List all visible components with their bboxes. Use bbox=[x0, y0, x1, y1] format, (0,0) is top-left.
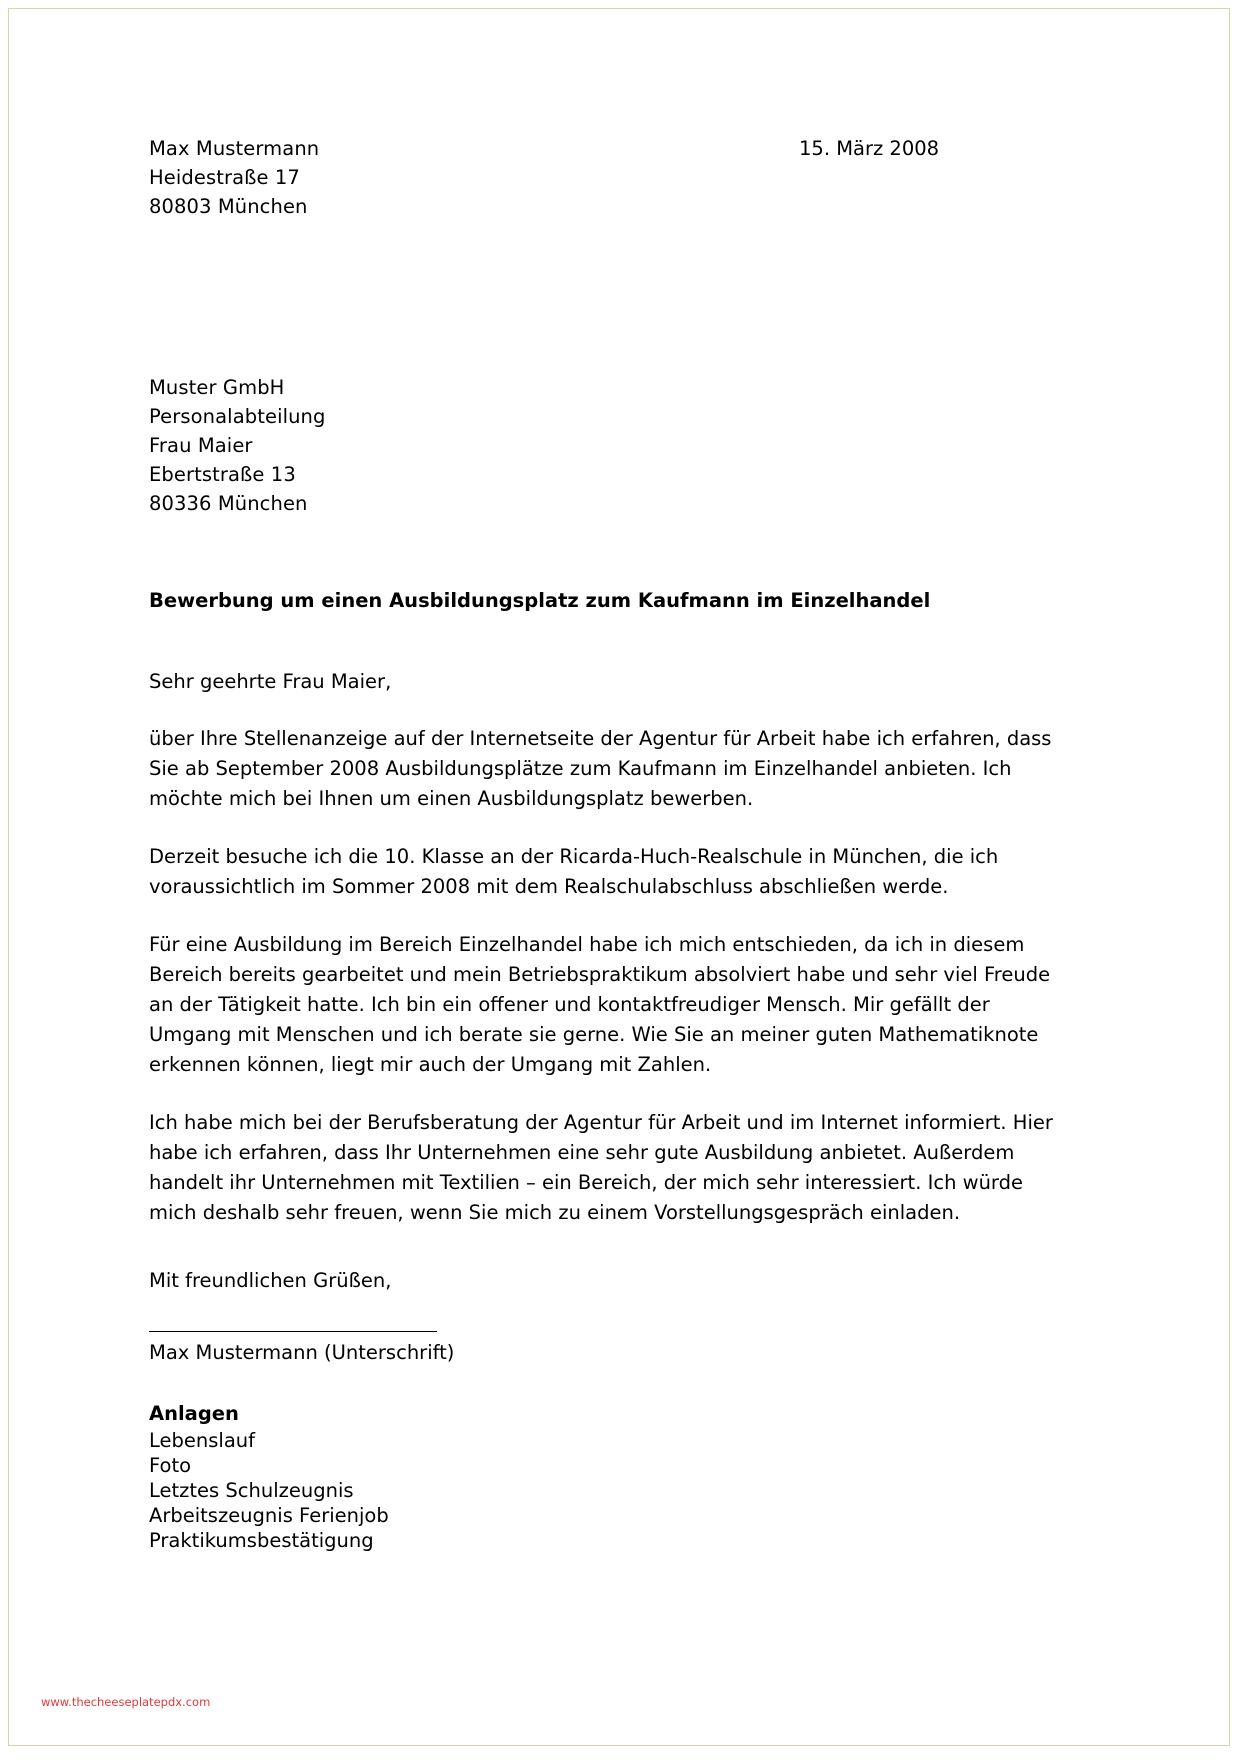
recipient-company: Muster GmbH bbox=[149, 376, 285, 399]
list-item: Foto bbox=[149, 1454, 192, 1477]
sender-city: 80803 München bbox=[149, 195, 308, 218]
recipient-street: Ebertstraße 13 bbox=[149, 463, 296, 486]
signature-name: Max Mustermann (Unterschrift) bbox=[149, 1341, 455, 1364]
attachments-block bbox=[149, 1399, 1069, 1553]
letter-paragraph-4: Ich habe mich bei der Berufsberatung der Agentur für Arbeit und im Internet informiert. Hier habe ich erfahren, dass Ihr Unternehmen eine sehr gute Ausbildung anbietet. Außerdem handelt ihr Unternehmen mit Textilien – ein Bereich, der mich sehr interessiert. Ich würde mich deshalb sehr freuen, wenn Sie mich zu einem Vorstellungsgespräch einladen. bbox=[149, 1111, 1053, 1224]
watermark-url: www.thecheeseplatepdx.com bbox=[41, 1695, 211, 1709]
letter-body bbox=[149, 134, 1069, 1553]
signature-line bbox=[149, 1331, 437, 1332]
signature-block bbox=[149, 1331, 1069, 1367]
recipient-address-block bbox=[149, 373, 1069, 518]
document-page bbox=[8, 8, 1230, 1746]
letter-salutation: Sehr geehrte Frau Maier, bbox=[149, 670, 392, 693]
list-item: Praktikumsbestätigung bbox=[149, 1529, 374, 1552]
letterhead bbox=[149, 134, 1069, 221]
list-item: Arbeitszeugnis Ferienjob bbox=[149, 1504, 389, 1527]
list-item: Letztes Schulzeugnis bbox=[149, 1479, 354, 1502]
sender-address-block bbox=[149, 134, 789, 221]
recipient-city: 80336 München bbox=[149, 492, 308, 515]
letter-closing: Mit freundlichen Grüßen, bbox=[149, 1269, 392, 1292]
sender-street: Heidestraße 17 bbox=[149, 166, 300, 189]
letter-paragraph-1: über Ihre Stellenanzeige auf der Internetseite der Agentur für Arbeit habe ich erfahren, dass Sie ab September 2008 Ausbildungsplätze zum Kaufmann im Einzelhandel anbieten. Ich möchte mich bei Ihnen um einen Ausbildungsplatz bewerben. bbox=[149, 727, 1052, 810]
recipient-contact: Frau Maier bbox=[149, 434, 253, 457]
letter-date: 15. März 2008 bbox=[799, 137, 940, 160]
attachments-title: Anlagen bbox=[149, 1402, 239, 1425]
sender-name: Max Mustermann bbox=[149, 137, 320, 160]
recipient-department: Personalabteilung bbox=[149, 405, 326, 428]
letter-subject: Bewerbung um einen Ausbildungsplatz zum Kaufmann im Einzelhandel bbox=[149, 589, 931, 612]
letter-paragraph-3: Für eine Ausbildung im Bereich Einzelhandel habe ich mich entschieden, da ich in diesem Bereich bereits gearbeitet und mein Betriebspraktikum absolviert habe und sehr viel Freude an der Tätigkeit hatte. Ich bin ein offener und kontaktfreudiger Mensch. Mir gefällt der Umgang mit Menschen und ich berate sie gerne. Wie Sie an meiner guten Mathematiknote erkennen können, liegt mir auch der Umgang mit Zahlen. bbox=[149, 933, 1051, 1076]
list-item: Lebenslauf bbox=[149, 1429, 256, 1452]
letter-paragraph-2: Derzeit besuche ich die 10. Klasse an der Ricarda-Huch-Realschule in München, die ich voraussichtlich im Sommer 2008 mit dem Realschulabschluss abschließen werde. bbox=[149, 845, 999, 898]
